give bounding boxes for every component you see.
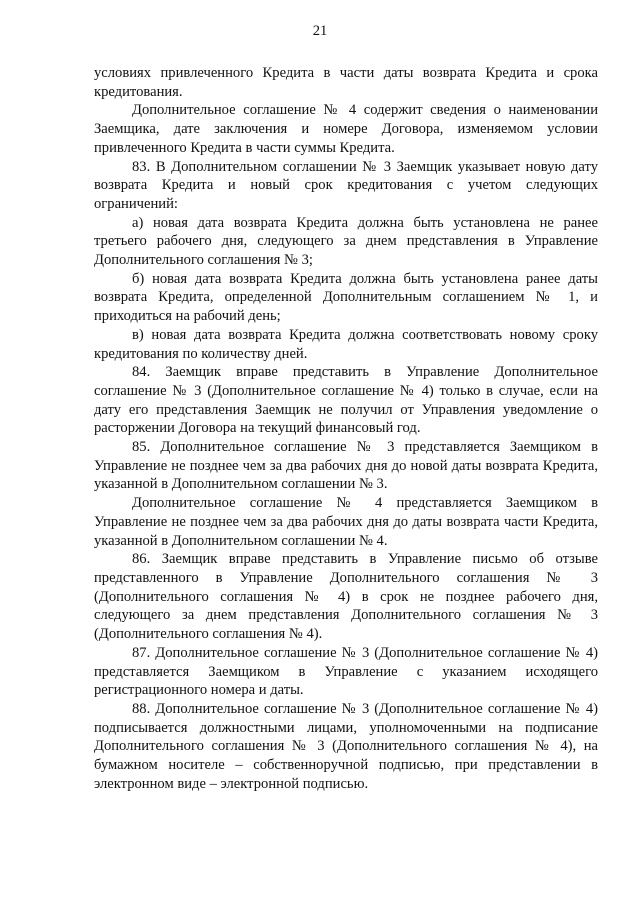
document-body (94, 64, 598, 793)
paragraph-84: 84. Заемщик вправе представить в Управление Дополнительное соглашение № 3 (Дополнительное соглашение № 4) только в случае, если на дату его представления Заемщик не получил от Управления уведомление о расторжении Договора на текущий финансовый год. (94, 364, 598, 437)
paragraph-85: 85. Дополнительное соглашение № 3 представляется Заемщиком в Управление не позднее чем за два рабочих дня до новой даты возврата Кредита, указанной в Дополнительном соглашении № 3. (94, 439, 598, 493)
paragraph-83-v: в) новая дата возврата Кредита должна соответствовать новому сроку кредитования по количеству дней. (94, 326, 598, 362)
paragraph-83: 83. В Дополнительном соглашении № 3 Заемщик указывает новую дату возврата Кредита и новый срок кредитования с учетом следующих ограничений: (94, 158, 598, 212)
paragraph-87: 87. Дополнительное соглашение № 3 (Дополнительное соглашение № 4) представляется Заемщиком в Управление с указанием исходящего регистрационного номера и даты. (94, 644, 598, 699)
paragraph-88: 88. Дополнительное соглашение № 3 (Дополнительное соглашение № 4) подписывается должностными лицами, уполномоченными на подписание Дополнительного соглашения № 3 (Дополнительного соглашения № 4), на бумажном носителе – собственноручной подписью, при представлении в электронном виде – электронной подписью. (94, 700, 598, 792)
paragraph-86: 86. Заемщик вправе представить в Управление письмо об отзыве представленного в Управление Дополнительного соглашения № 3 (Дополнительного соглашения № 4) в срок не позднее рабочего дня, следующего за днем представления Дополнительного соглашения № 3 (Дополнительного соглашения № 4). (94, 551, 598, 643)
paragraph-agreement-4-contents: Дополнительное соглашение № 4 содержит сведения о наименовании Заемщика, дате заключения и номере Договора, изменяемом условии привлеченного Кредита в части суммы Кредита. (94, 102, 598, 156)
paragraph-83-b: б) новая дата возврата Кредита должна быть установлена ранее даты возврата Кредита, определенной Дополнительным соглашением № 1, и приходиться на рабочий день; (94, 270, 598, 325)
paragraph-85-agreement-4: Дополнительное соглашение № 4 представляется Заемщиком в Управление не позднее чем за два рабочих дня до даты возврата части Кредита, указанной в Дополнительном соглашении № 4. (94, 495, 598, 549)
paragraph-continuation: условиях привлеченного Кредита в части даты возврата Кредита и срока кредитования. (94, 65, 598, 100)
page-number: 21 (312, 23, 328, 39)
paragraph-83-a: а) новая дата возврата Кредита должна быть установлена не ранее третьего рабочего дня, следующего за днем представления в Управление Дополнительного соглашения № 3; (94, 214, 598, 269)
